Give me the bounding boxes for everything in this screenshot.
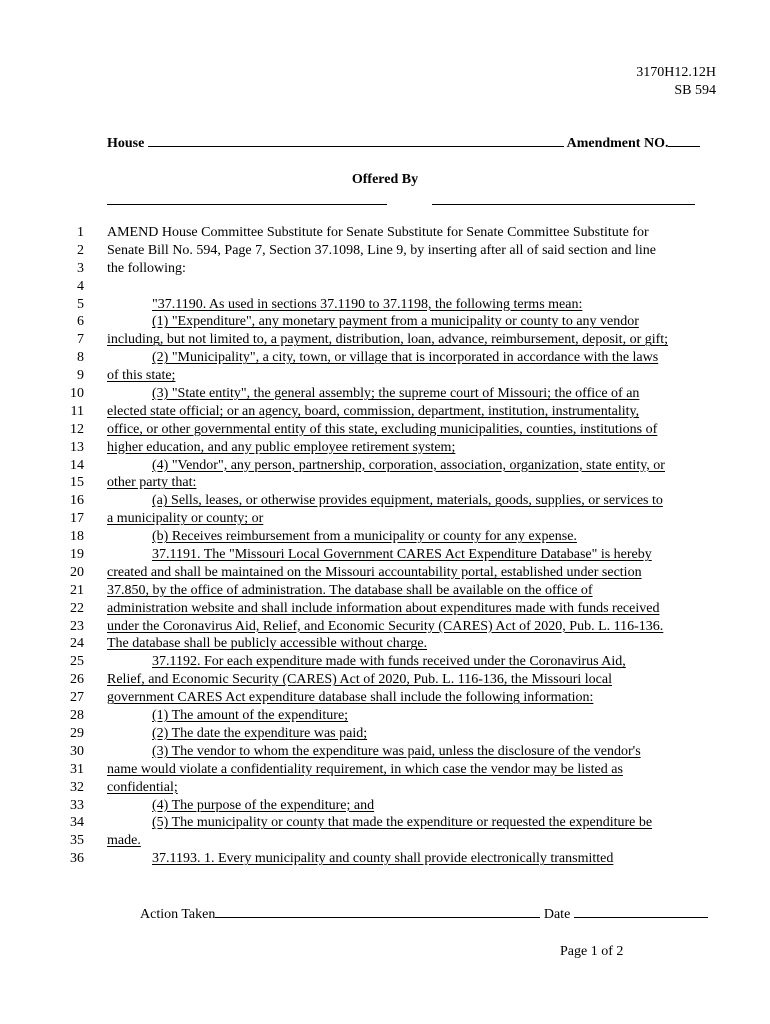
numbered-line: [0, 618, 770, 636]
line-number: 31: [70, 761, 84, 777]
numbered-line: [0, 528, 770, 546]
line-number: 8: [77, 350, 84, 366]
line-number: 9: [77, 368, 84, 384]
line-text: 37.1193. 1. Every municipality and county shall provide electronically transmitted: [152, 851, 614, 867]
line-number: 3: [77, 260, 84, 276]
numbered-line: [0, 439, 770, 457]
line-text: elected state official; or an agency, board, commission, department, institution, instrumentality,: [107, 403, 640, 419]
line-text: administration website and shall include information about expenditures made with funds received: [107, 600, 660, 616]
house-amendment-line: [107, 136, 713, 152]
line-text: higher education, and any public employee retirement system;: [107, 439, 456, 455]
bill-number: SB 594: [674, 83, 716, 98]
line-number: 10: [70, 386, 84, 402]
numbered-line: [0, 653, 770, 671]
line-number: 6: [77, 314, 84, 330]
line-number: 34: [70, 815, 84, 831]
line-number: 24: [70, 636, 84, 652]
line-text: of this state;: [107, 368, 176, 384]
numbered-line: [0, 367, 770, 385]
line-number: 22: [70, 600, 84, 616]
numbered-line: [0, 474, 770, 492]
numbered-line: [0, 224, 770, 242]
line-text: confidential;: [107, 779, 178, 795]
line-number: 1: [77, 225, 84, 240]
line-number: 15: [70, 475, 84, 491]
line-text: (1) The amount of the expenditure;: [152, 708, 349, 724]
line-text: other party that:: [107, 475, 197, 491]
offered-by-signature-line-left: [107, 204, 387, 205]
numbered-line: [0, 797, 770, 815]
numbered-line: [0, 582, 770, 600]
numbered-line: [0, 313, 770, 331]
line-number: 17: [70, 511, 84, 527]
house-label: House: [107, 136, 145, 151]
line-number: 18: [70, 529, 84, 545]
line-number: 23: [70, 618, 84, 634]
line-number: 26: [70, 672, 84, 688]
line-number: 33: [70, 797, 84, 813]
numbered-line: [0, 564, 770, 582]
numbered-line: [0, 725, 770, 743]
line-text: (2) The date the expenditure was paid;: [152, 725, 368, 741]
line-number: 2: [77, 242, 84, 258]
line-number: 25: [70, 654, 84, 670]
line-number: 28: [70, 708, 84, 724]
line-number: 5: [77, 296, 84, 312]
line-text: 37.1191. The "Missouri Local Government CARES Act Expenditure Database" is hereby: [152, 547, 652, 563]
page-number: Page 1 of 2: [560, 944, 624, 959]
line-text: Relief, and Economic Security (CARES) Act of 2020, Pub. L. 116-136, the Missouri local: [107, 672, 612, 688]
line-text: created and shall be maintained on the Missouri accountability portal, established under section: [107, 564, 642, 580]
numbered-line: [0, 814, 770, 832]
line-text: under the Coronavirus Aid, Relief, and Economic Security (CARES) Act of 2020, Pub. L. 116-136.: [107, 618, 664, 634]
line-text: (1) "Expenditure", any monetary payment from a municipality or county to any vendor: [152, 314, 639, 330]
line-number: 35: [70, 833, 84, 849]
offered-by-signature-line-right: [432, 204, 695, 205]
numbered-line: [0, 779, 770, 797]
numbered-line: [0, 850, 770, 868]
line-text: (4) The purpose of the expenditure; and: [152, 797, 375, 813]
numbered-line: [0, 403, 770, 421]
line-number: 21: [70, 582, 84, 598]
amendment-number-blank: [668, 136, 700, 147]
line-text: AMEND House Committee Substitute for Senate Substitute for Senate Committee Substitute for: [107, 225, 649, 240]
line-text: 37.1192. For each expenditure made with funds received under the Coronavirus Aid,: [152, 654, 626, 670]
numbered-line: [0, 278, 770, 296]
line-text: Senate Bill No. 594, Page 7, Section 37.1098, Line 9, by inserting after all of said section and line: [107, 242, 657, 258]
action-taken-line: [140, 907, 708, 923]
numbered-line: [0, 671, 770, 689]
date-label: Date: [543, 907, 571, 922]
line-text: (4) "Vendor", any person, partnership, corporation, association, organization, state entity, or: [152, 457, 665, 473]
line-text: (3) The vendor to whom the expenditure was paid, unless the disclosure of the vendor's: [152, 743, 641, 759]
line-text: (2) "Municipality", a city, town, or village that is incorporated in accordance with the laws: [152, 350, 659, 366]
action-taken-blank: [215, 907, 540, 918]
amendment-text-body: [0, 224, 770, 868]
bill-identifier: [636, 64, 716, 100]
line-number: 12: [70, 421, 84, 437]
numbered-line: [0, 546, 770, 564]
line-text: 37.850, by the office of administration. The database shall be available on the office of: [107, 582, 593, 598]
line-text: a municipality or county; or: [107, 511, 264, 527]
numbered-line: [0, 260, 770, 278]
numbered-line: [0, 510, 770, 528]
line-number: 32: [70, 779, 84, 795]
line-text: The database shall be publicly accessible without charge.: [107, 636, 428, 652]
numbered-line: [0, 743, 770, 761]
numbered-line: [0, 707, 770, 725]
numbered-line: [0, 349, 770, 367]
line-number: 30: [70, 743, 84, 759]
line-text: government CARES Act expenditure database shall include the following information:: [107, 690, 594, 706]
line-text: including, but not limited to, a payment, distribution, loan, advance, reimbursement, deposit, or gift;: [107, 332, 669, 348]
line-number: 11: [70, 403, 84, 419]
line-number: 7: [77, 332, 84, 348]
numbered-line: [0, 421, 770, 439]
numbered-line: [0, 296, 770, 314]
numbered-line: [0, 689, 770, 707]
amendment-label: Amendment NO.: [566, 136, 669, 151]
line-number: 27: [70, 690, 84, 706]
line-text: the following:: [107, 260, 186, 276]
line-number: 16: [70, 493, 84, 509]
offered-by-label: Offered By: [351, 172, 419, 187]
line-number: 19: [70, 547, 84, 563]
date-blank: [574, 907, 708, 918]
line-number: 14: [70, 457, 84, 473]
numbered-line: [0, 492, 770, 510]
action-taken-label: Action Taken: [140, 907, 216, 922]
line-number: 29: [70, 725, 84, 741]
numbered-line: [0, 242, 770, 260]
line-text: (3) "State entity", the general assembly; the supreme court of Missouri; the office of an: [152, 386, 640, 402]
numbered-line: [0, 761, 770, 779]
numbered-line: [0, 385, 770, 403]
line-text: (5) The municipality or county that made the expenditure or requested the expenditure be: [152, 815, 653, 831]
line-text: name would violate a confidentiality requirement, in which case the vendor may be listed as: [107, 761, 623, 777]
line-number: 13: [70, 439, 84, 455]
line-number: 20: [70, 564, 84, 580]
line-text: (a) Sells, leases, or otherwise provides equipment, materials, goods, supplies, or services to: [152, 493, 663, 509]
line-text: office, or other governmental entity of this state, excluding municipalities, counties, institutions of: [107, 421, 658, 437]
line-text: "37.1190. As used in sections 37.1190 to 37.1198, the following terms mean:: [152, 296, 583, 312]
numbered-line: [0, 331, 770, 349]
house-blank: [148, 136, 564, 147]
numbered-line: [0, 832, 770, 850]
bill-code: 3170H12.12H: [636, 65, 716, 80]
numbered-line: [0, 635, 770, 653]
line-number: 36: [70, 851, 84, 867]
numbered-line: [0, 457, 770, 475]
line-text: made.: [107, 833, 141, 849]
line-number: 4: [77, 278, 84, 294]
line-text: (b) Receives reimbursement from a municipality or county for any expense.: [152, 529, 577, 545]
numbered-line: [0, 600, 770, 618]
